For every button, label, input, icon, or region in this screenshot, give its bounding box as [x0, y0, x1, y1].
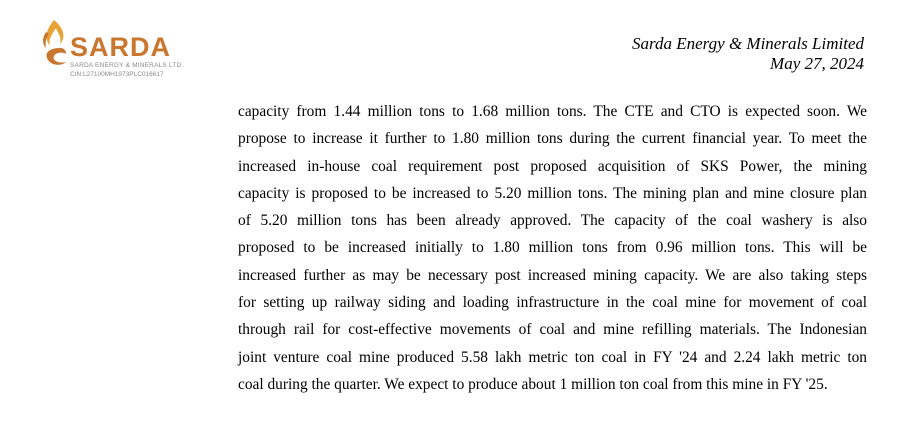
- logo-cin: CIN:L27100MH1973PLC016617: [70, 71, 164, 78]
- document-date: May 27, 2024: [770, 54, 864, 73]
- company-logo: [40, 18, 230, 82]
- paragraph-line: capacity from 1.44 million tons to 1.68 million tons. The CTE and CTO is expected soon. We: [238, 103, 867, 120]
- paragraph-line: of 5.20 million tons has been already approved. The capacity of the coal washery is also: [238, 212, 867, 230]
- body-paragraph: [238, 98, 867, 398]
- paragraph-line: through rail for cost-effective movements of coal and mine refilling materials. The Indonesian: [238, 321, 867, 339]
- flame-logo-icon: [40, 18, 74, 70]
- document-header: [632, 34, 864, 74]
- paragraph-line: increased further as may be necessary post increased mining capacity. We are also taking steps: [238, 266, 867, 284]
- logo-subtitle: SARDA ENERGY & MINERALS LTD.: [70, 62, 184, 69]
- paragraph-line: capacity is proposed to be increased to 5.20 million tons. The mining plan and mine closure plan: [238, 184, 867, 202]
- paragraph-line: for setting up railway siding and loading infrastructure in the coal mine for movement of coal: [238, 294, 867, 312]
- paragraph-line: joint venture coal mine produced 5.58 lakh metric ton coal in FY '24 and 2.24 lakh metric ton: [238, 348, 867, 366]
- company-name: Sarda Energy & Minerals Limited: [632, 34, 864, 53]
- paragraph-line: coal during the quarter. We expect to produce about 1 million ton coal from this mine in FY '25.: [238, 375, 828, 393]
- paragraph-line: increased in-house coal requirement post proposed acquisition of SKS Power, the mining: [238, 157, 867, 175]
- paragraph-line: proposed to be increased initially to 1.80 million tons from 0.96 million tons. This will be: [238, 239, 867, 257]
- paragraph-line: propose to increase it further to 1.80 million tons during the current financial year. To meet the: [238, 130, 867, 148]
- logo-brand-text: SARDA: [70, 32, 172, 62]
